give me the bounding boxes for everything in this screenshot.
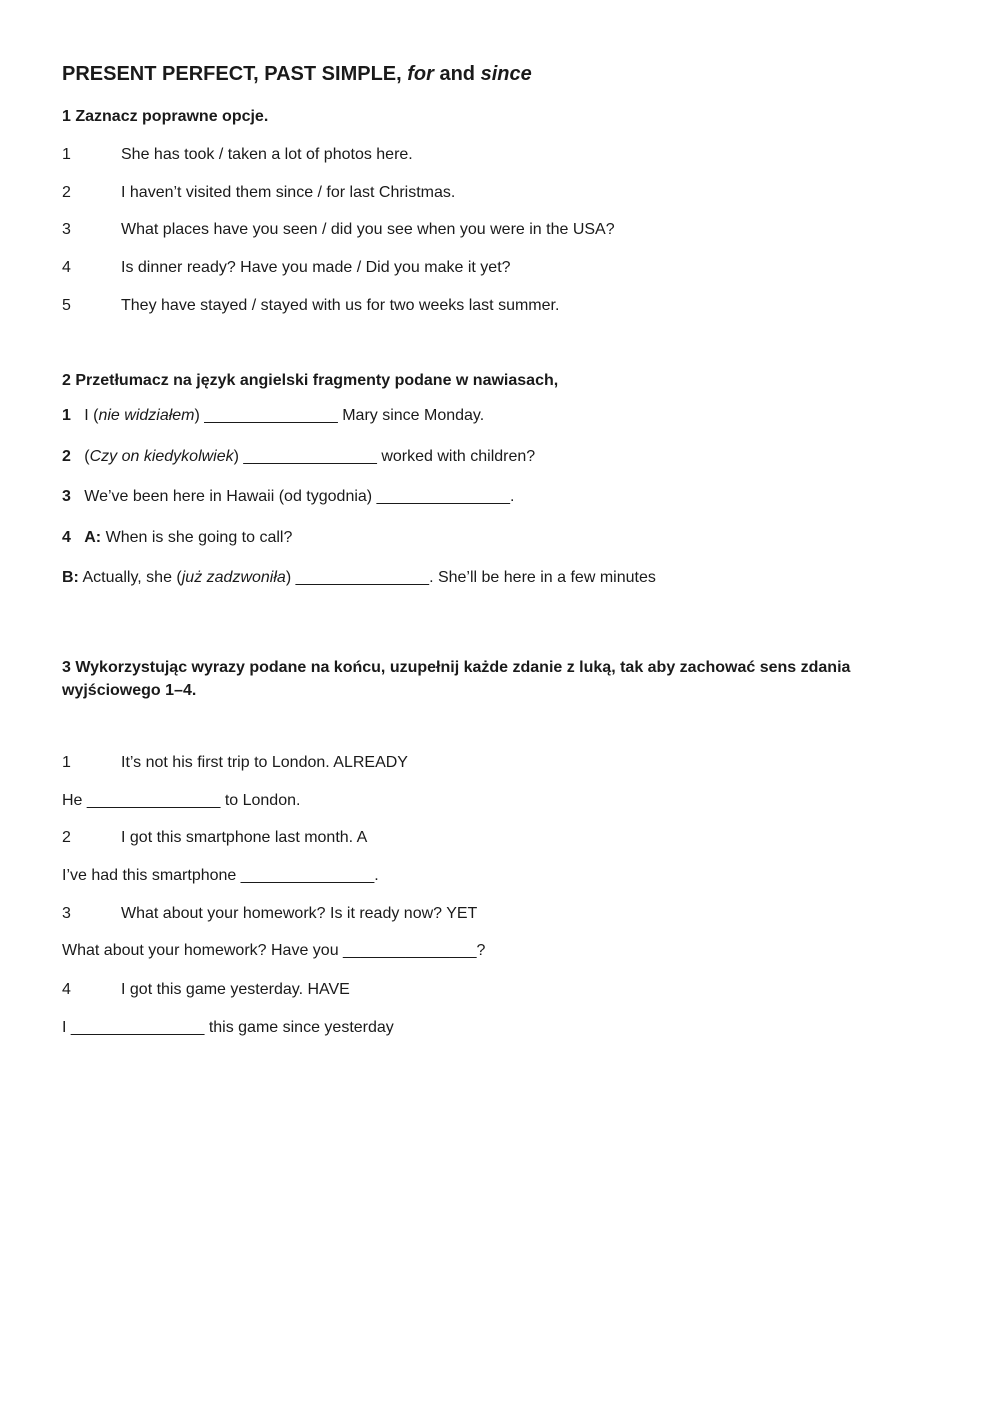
ex3-item-3-number: 3 [62,905,71,922]
ex2-item-2-part-b: ) _______________ worked with children? [233,448,536,465]
ex3-item-1-prompt: It’s not his first trip to London. ALREADY [121,754,408,771]
ex2-item-3 [62,488,514,506]
ex1-item-1-text: She has took / taken a lot of photos here. [121,146,413,163]
ex2-item-5-part-b: ) _______________. She’ll be here in a few minutes [285,569,656,586]
ex2-heading: 2 Przetłumacz na język angielski fragmenty podane w nawiasach, [62,372,559,389]
ex3-item-1-number: 1 [62,754,71,771]
ex1-item-5-number: 5 [62,297,71,314]
ex2-item-2-italic: Czy on kiedykolwiek [89,448,234,465]
ex2-item-4-speaker: A: [84,529,102,546]
ex2-item-4-text: When is she going to call? [101,529,293,546]
ex2-item-2-part-a: ( [84,448,90,465]
ex3-heading: 3 Wykorzystując wyrazy podane na końcu, uzupełnij każde zdanie z luką, tak aby zachować sens zdania wyjściowego 1–4. [62,659,851,699]
ex2-item-5-italic: już zadzwoniła [181,569,286,586]
ex2-item-1 [62,407,484,425]
title-for: for [407,63,434,85]
ex2-item-3-number: 3 [62,488,71,505]
ex1-item-5-text: They have stayed / stayed with us for two weeks last summer. [121,297,560,314]
ex3-item-1-answer: He _______________ to London. [62,792,301,809]
ex2-item-2 [62,448,535,466]
ex1-heading: 1 Zaznacz poprawne opcje. [62,108,269,125]
ex3-item-2-number: 2 [62,829,71,846]
ex1-item-4-number: 4 [62,259,71,276]
ex2-item-4 [62,529,292,547]
title-since: since [480,63,532,85]
ex2-item-1-italic: nie widziałem [98,407,195,424]
ex3-item-4-prompt: I got this game yesterday. HAVE [121,981,350,998]
title-and: and [433,63,481,85]
ex2-item-5-speaker: B: [62,569,79,586]
ex2-item-3-text: We’ve been here in Hawaii (od tygodnia) _______________. [84,488,515,505]
ex2-item-1-part-b: ) _______________ Mary since Monday. [194,407,485,424]
ex3-item-2-answer: I’ve had this smartphone _______________. [62,867,379,884]
title-main: PRESENT PERFECT, PAST SIMPLE, [62,63,408,85]
ex1-item-2-text: I haven’t visited them since / for last Christmas. [121,184,456,201]
ex1-item-1-number: 1 [62,146,71,163]
ex2-item-5-part-a: Actually, she ( [78,569,182,586]
ex3-item-4-number: 4 [62,981,71,998]
page-title [62,63,532,86]
ex2-item-1-part-a: I ( [84,407,99,424]
ex3-item-3-answer: What about your homework? Have you _______________? [62,942,486,959]
ex2-item-2-number: 2 [62,448,71,465]
ex3-item-4-answer: I _______________ this game since yesterday [62,1019,394,1036]
ex1-item-2-number: 2 [62,184,71,201]
ex3-item-3-prompt: What about your homework? Is it ready now? YET [121,905,478,922]
ex2-item-5 [62,569,656,587]
ex1-item-3-number: 3 [62,221,71,238]
ex2-item-1-number: 1 [62,407,71,424]
ex1-item-4-text: Is dinner ready? Have you made / Did you make it yet? [121,259,511,276]
ex1-item-3-text: What places have you seen / did you see when you were in the USA? [121,221,615,238]
ex2-item-4-number: 4 [62,529,71,546]
ex3-item-2-prompt: I got this smartphone last month. A [121,829,368,846]
